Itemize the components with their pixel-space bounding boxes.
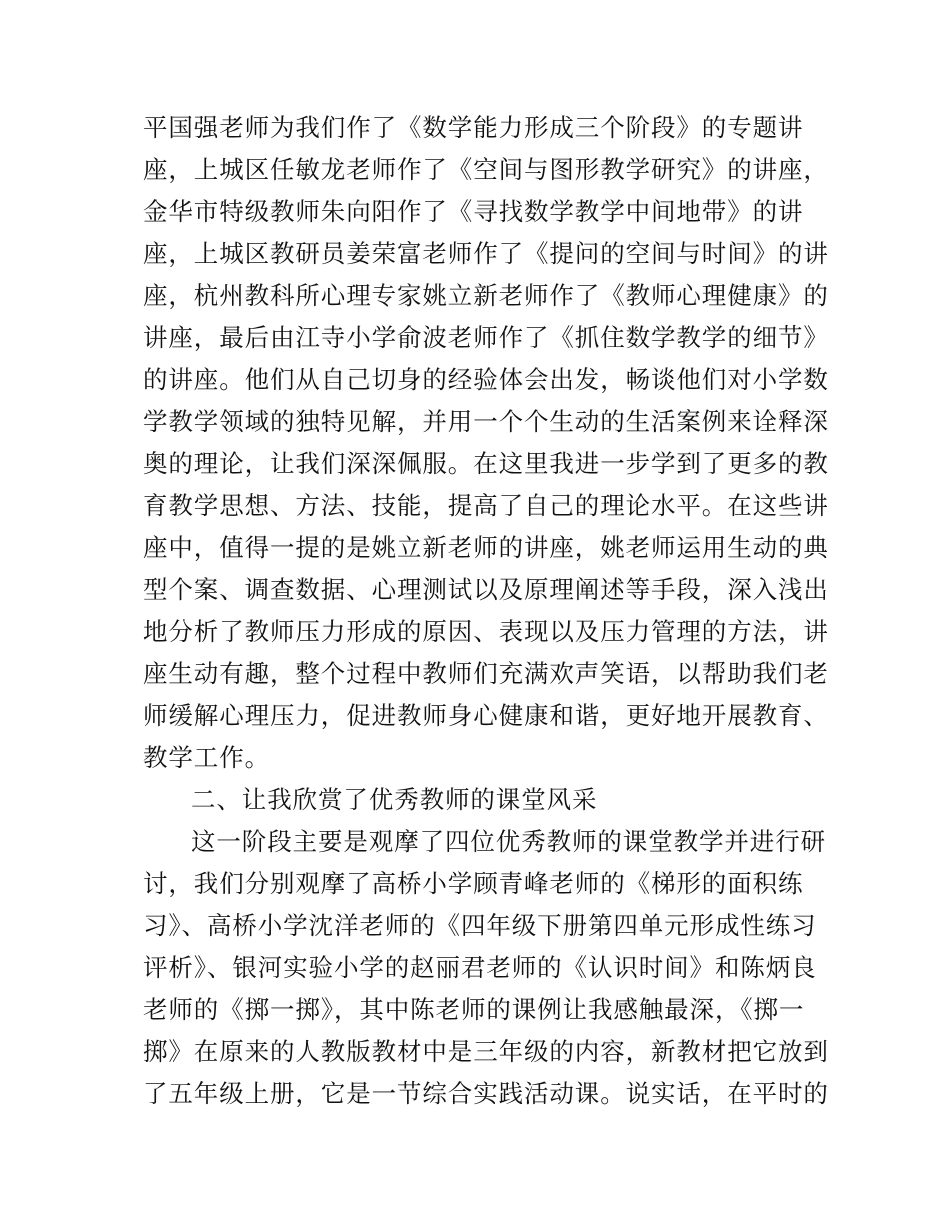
text-line: 了五年级上册，它是一节综合实践活动课。说实话，在平时的 <box>143 1079 829 1108</box>
text-line: 讨，我们分别观摩了高桥小学顾青峰老师的《梯形的面积练 <box>143 869 804 898</box>
text-line: 奥的理论，让我们深深佩服。在这里我进一步学到了更多的教 <box>143 449 829 478</box>
text-line: 学教学领域的独特见解，并用一个个生动的生活案例来诠释深 <box>143 407 829 436</box>
text-line: 型个案、调查数据、心理测试以及原理阐述等手段，深入浅出 <box>143 575 829 604</box>
section-heading: 二、让我欣赏了优秀教师的课堂风采 <box>191 785 598 814</box>
text-line: 平国强老师为我们作了《数学能力形成三个阶段》的专题讲 <box>143 113 804 142</box>
text-line: 地分析了教师压力形成的原因、表现以及压力管理的方法，讲 <box>143 617 829 646</box>
text-line: 掷》在原来的人教版教材中是三年级的内容，新教材把它放到 <box>143 1037 829 1066</box>
text-line: 座，上城区教研员姜荣富老师作了《提问的空间与时间》的讲 <box>143 239 829 268</box>
text-line: 师缓解心理压力，促进教师身心健康和谐，更好地开展教育、 <box>143 701 829 730</box>
text-line: 的讲座。他们从自己切身的经验体会出发，畅谈他们对小学数 <box>143 365 829 394</box>
text-line: 老师的《掷一掷》，其中陈老师的课例让我感触最深，《掷一 <box>143 995 805 1024</box>
text-line: 育教学思想、方法、技能，提高了自己的理论水平。在这些讲 <box>143 491 829 520</box>
text-line: 金华市特级教师朱向阳作了《寻找数学教学中间地带》的讲 <box>143 197 804 226</box>
text-line: 座，上城区任敏龙老师作了《空间与图形教学研究》的讲座， <box>143 155 829 184</box>
text-line: 教学工作。 <box>143 743 270 772</box>
text-line: 评析》、银河实验小学的赵丽君老师的《认识时间》和陈炳良 <box>143 953 817 982</box>
text-line: 座生动有趣，整个过程中教师们充满欢声笑语，以帮助我们老 <box>143 659 829 688</box>
text-line: 座，杭州教科所心理专家姚立新老师作了《教师心理健康》的 <box>143 281 829 310</box>
text-line: 讲座，最后由江寺小学俞波老师作了《抓住数学教学的细节》 <box>143 323 829 352</box>
text-line: 座中，值得一提的是姚立新老师的讲座，姚老师运用生动的典 <box>143 533 829 562</box>
text-line: 这一阶段主要是观摩了四位优秀教师的课堂教学并进行研 <box>191 827 826 856</box>
text-line: 习》、高桥小学沈洋老师的《四年级下册第四单元形成性练习 <box>143 911 817 940</box>
